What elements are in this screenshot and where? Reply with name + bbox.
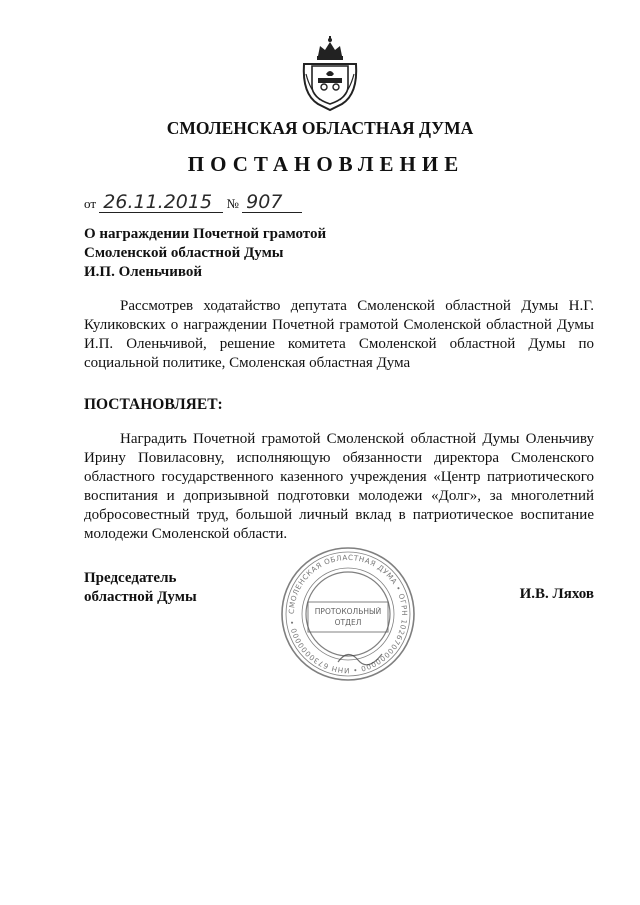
round-seal-stamp-icon xyxy=(278,544,418,684)
document-number: 907 xyxy=(242,192,302,213)
subject-line: Смоленской областной Думы xyxy=(84,245,284,261)
stamp-inner-line: ПРОТОКОЛЬНЫЙ xyxy=(314,607,382,616)
signatory-title xyxy=(84,569,197,607)
number-prefix: № xyxy=(226,196,239,211)
decision-paragraph xyxy=(84,430,594,544)
signatory-title-line: областной Думы xyxy=(84,589,197,605)
document-date: 26.11.2015 xyxy=(99,192,223,213)
decree-heading: ПОСТАНОВЛЯЕТ: xyxy=(84,396,223,413)
coat-of-arms-icon xyxy=(298,34,362,112)
decision-text: Наградить Почетной грамотой Смоленской областной Думы Оленьчиву Ирину Повиласовну, исполняющую обязанности директора Смоленского областного государственного казенного учреждения «Центр патриотического воспитания и допризывной подготовки молодежи «Долг», за многолетний добросовестный труд, большой личный вклад в патриотическое воспитание молодежи Смоленской области. xyxy=(84,431,594,542)
stamp-inner-line: ОТДЕЛ xyxy=(334,618,362,627)
document-subject xyxy=(84,225,326,282)
date-prefix: от xyxy=(84,196,97,211)
signatory-name: И.В. Ляхов xyxy=(519,586,594,602)
document-type: ПОСТАНОВЛЕНИЕ xyxy=(187,152,465,176)
subject-line: О награждении Почетной грамотой xyxy=(84,226,327,242)
preamble-text: Рассмотрев ходатайство депутата Смоленской областной Думы Н.Г. Куликовских о награждении Почетной грамотой Смоленской областной Думы И.П. Оленьчивой, решение комитета Смоленской областной Думы по социальной политике, Смоленская областная Дума xyxy=(84,298,594,371)
date-number-line xyxy=(84,192,302,213)
subject-line: И.П. Оленьчивой xyxy=(84,264,203,280)
preamble-paragraph xyxy=(84,297,594,373)
organization-name: СМОЛЕНСКАЯ ОБЛАСТНАЯ ДУМА xyxy=(166,118,474,138)
signatory-title-line: Председатель xyxy=(84,570,177,586)
stamp-outer-text: СМОЛЕНСКАЯ ОБЛАСТНАЯ ДУМА • ОГРН 1026700000000 • ИНН 6730000000 • xyxy=(286,552,410,676)
